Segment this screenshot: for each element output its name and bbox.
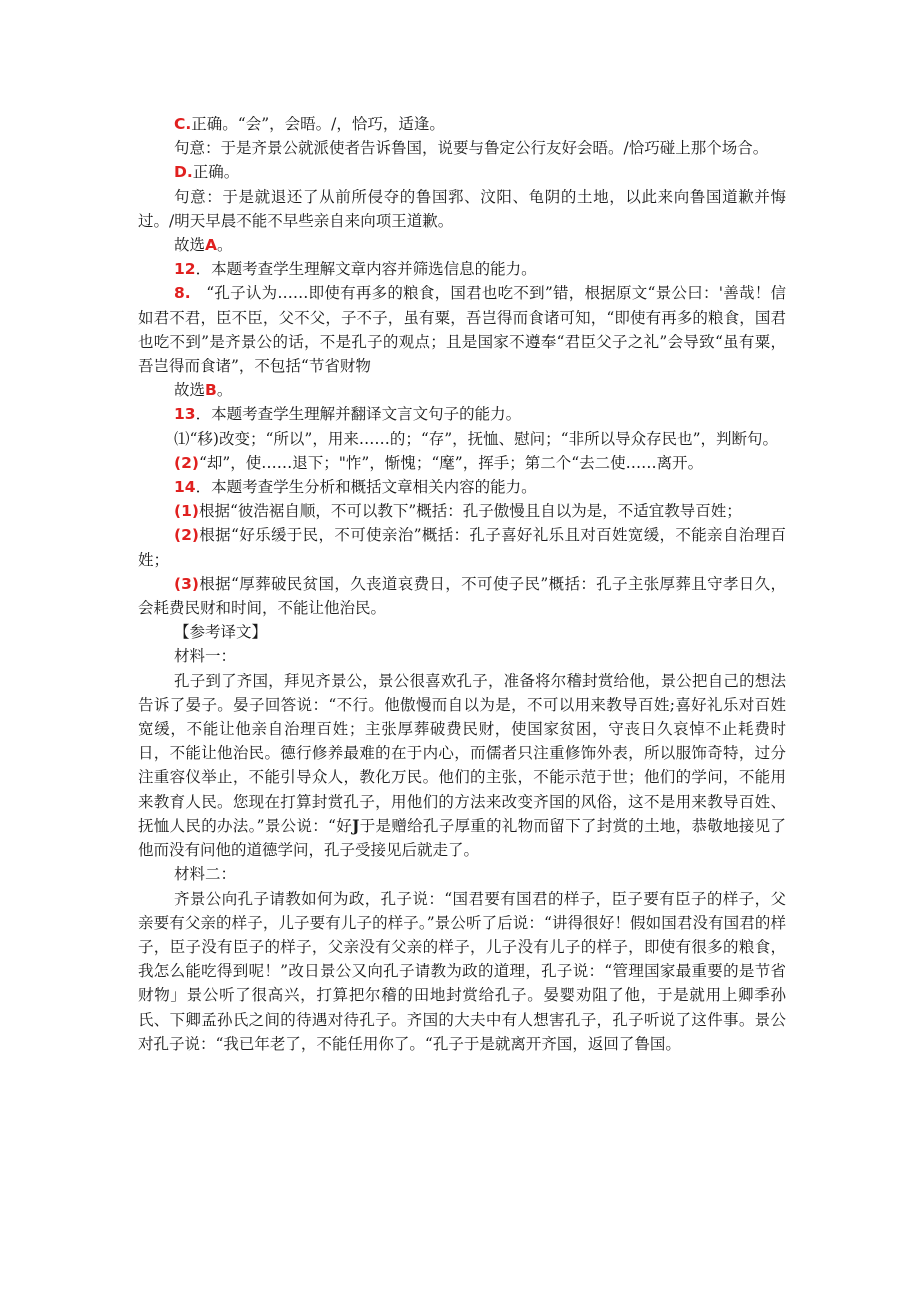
option-c-line <box>138 112 786 136</box>
q13-heading <box>138 402 786 426</box>
q14-part-2-label: (2) <box>174 526 199 545</box>
q12-option-number: 8. <box>174 284 191 303</box>
q13-part-1: ⑴“移)改变；“所以”，用来……的；“存”，抚恤、慰问；“非所以导众存民也”，判断句。 <box>174 429 779 448</box>
q12-option-explanation <box>138 281 786 378</box>
answer-explanation-body <box>138 112 786 1056</box>
answer-b-suffix: 。 <box>216 381 233 400</box>
q14-part-3-text: 根据“厚葬破民贫国，久丧道哀费日，不可使子民”概括：孔子主张厚葬且守孝日久，会耗费民财和时间，不能让他治民。 <box>138 574 786 618</box>
option-c-label: C. <box>174 115 192 133</box>
q14-part-3-label: (3) <box>174 574 199 593</box>
option-c-text: 正确。“会”，会晤。/，恰巧，适逢。 <box>191 115 445 133</box>
q13-part-2-label: (2) <box>174 453 199 472</box>
answer-b-line <box>138 378 786 402</box>
q13-stem: ．本题考查学生理解并翻译文言文句子的能力。 <box>195 405 522 424</box>
option-d-text: 正确。 <box>192 163 240 182</box>
q14-stem: ．本题考查学生分析和概括文章相关内容的能力。 <box>195 478 537 497</box>
q14-number: 14 <box>174 478 196 497</box>
q13-number: 13 <box>174 405 196 424</box>
material-1-text-b: 于是赠给孔子厚重的礼物而留下了封赏的土地，恭敬地接见了他而没有问他的道德学问，孔子受接见后就走了。 <box>138 816 786 860</box>
translation-heading: 【参考译文】 <box>174 623 268 642</box>
material-1-bold-char: J <box>352 815 360 835</box>
material-1-text <box>138 669 786 863</box>
answer-b-prefix: 故选 <box>174 381 206 400</box>
q14-part-3 <box>138 572 786 620</box>
q13-part-2 <box>138 451 786 475</box>
q14-heading <box>138 475 786 499</box>
option-d-label: D. <box>174 163 193 182</box>
answer-a-suffix: 。 <box>217 236 233 255</box>
option-c-sentence: 句意：于是齐景公就派使者告诉鲁国，说要与鲁定公行友好会晤。/恰巧碰上那个场合。 <box>174 139 769 158</box>
option-d-line <box>138 160 786 184</box>
q12-option-text: “孔子认为……即使有再多的粮食，国君也吃不到”错，根据原文“景公曰：'善哉！信如君不君，臣不臣，父不父，子不子，虽有粟，吾岂得而食诸可知，“即使有再多的粮食，国君也吃不到”是齐景公的话，不是孔子的观点；且是国家不遵奉“君臣父子之礼”会导致“虽有粟，吾岂得而食诸”，不包括“节省财物 <box>138 284 786 376</box>
q14-part-1-text: 根据“彼浩裾自顺，不可以教下”概括：孔子傲慢且自以为是，不适宜教导百姓； <box>198 502 742 521</box>
answer-b-letter: B <box>205 381 217 400</box>
q12-number: 12 <box>174 260 196 279</box>
q12-stem: ．本题考查学生理解文章内容并筛选信息的能力。 <box>195 260 537 279</box>
answer-a-letter: A <box>205 236 218 255</box>
q14-part-1 <box>138 499 786 523</box>
material-1-text-a: 孔子到了齐国，拜见齐景公，景公很喜欢孔子，准备将尔稽封赏给他，景公把自己的想法告诉了晏子。晏子回答说：“不行。他傲慢而自以为是，不可以用来教导百姓;喜好礼乐对百姓宽缓，不能让他亲自治理百姓；主张厚葬破费民财，使国家贫困，守丧日久哀悼不止耗费时日，不能让他治民。德行修养最难的在于内心，而儒者只注重修饰外表，所以服饰奇特，过分注重容仪举止，不能引导众人，教化万民。他们的主张，不能示范于世；他们的学问，不能用来教育人民。您现在打算封赏孔子，用他们的方法来改变齐国的风俗，这不是用来教导百姓、抚恤人民的办法。”景公说：“好 <box>138 671 786 835</box>
option-d-sentence: 句意：于是就退还了从前所侵夺的鲁国郛、汶阳、龟阴的土地，以此来向鲁国道歉并悔过。/明天早晨不能不早些亲自来向项王道歉。 <box>138 187 786 230</box>
answer-a-line <box>138 233 786 257</box>
material-1-label: 材料一： <box>174 647 237 666</box>
q13-part-2-text: “却”，使……退下；"怍”，惭愧；“麾”，挥手；第二个“去二使……离开。 <box>198 453 704 472</box>
q14-part-2-text: 根据“好乐缓于民，不可使亲治”概括：孔子喜好礼乐且对百姓宽缓，不能亲自治理百姓； <box>138 526 786 569</box>
q14-part-2 <box>138 523 786 571</box>
q14-part-1-label: (1) <box>174 502 199 521</box>
material-2-text: 齐景公向孔子请教如何为政，孔子说：“国君要有国君的样子，臣子要有臣子的样子，父亲要有父亲的样子，儿子要有儿子的样子。”景公听了后说：“讲得很好！假如国君没有国君的样子，臣子没有臣子的样子，父亲没有父亲的样子，儿子没有儿子的样子，即使有很多的粮食，我怎么能吃得到呢！”改日景公又向孔子请教为政的道理，孔子说：“管理国家最重要的是节省财物」景公听了很高兴，打算把尔稽的田地封赏给孔子。晏婴劝阻了他，于是就用上卿季孙氏、下卿孟孙氏之间的待遇对待孔子。齐国的大夫中有人想害孔子，孔子听说了这件事。景公对孔子说：“我已年老了，不能任用你了。“孔子于是就离开齐国，返回了鲁国。 <box>138 889 786 1053</box>
answer-a-prefix: 故选 <box>174 236 206 255</box>
material-2-label: 材料二： <box>174 865 237 884</box>
q12-heading <box>138 257 786 281</box>
